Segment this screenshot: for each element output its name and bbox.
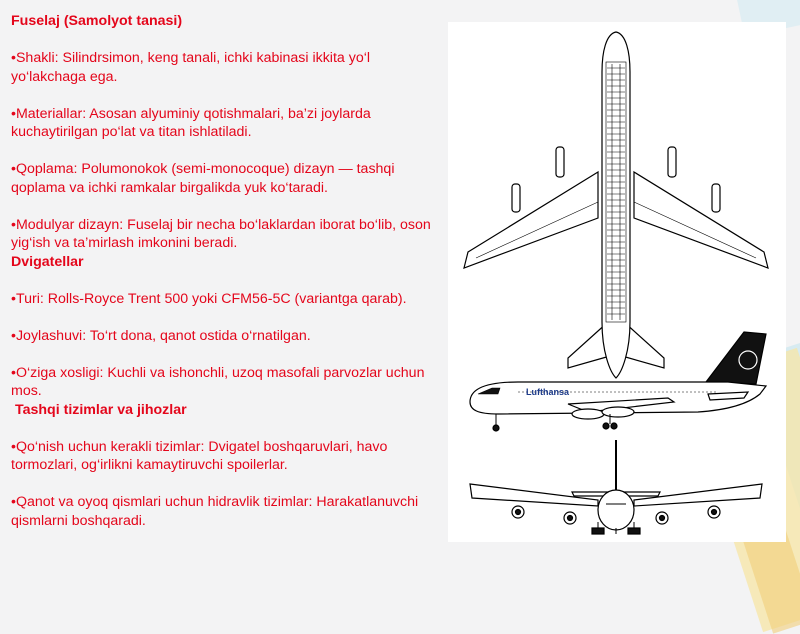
- aircraft-drawing: [448, 22, 786, 542]
- section-heading-engines: Dvigatellar: [11, 253, 84, 270]
- aircraft-top-view: [464, 32, 768, 378]
- text-column: [11, 12, 441, 530]
- bullet-fuselage-skin: •Qoplama: Polumonokok (semi-monocoque) dizayn — tashqi qoplama va ichki ramkalar birgalikda yuk ko‘taradi.: [11, 161, 395, 196]
- bullet-fuselage-shape: •Shakli: Silindrsimon, keng tanali, ichki kabinasi ikkita yo‘l yo‘lakchaga ega.: [11, 50, 371, 85]
- section-heading-systems: Tashqi tizimlar va jihozlar: [15, 401, 187, 418]
- aircraft-drawing-panel: [448, 22, 786, 542]
- bullet-engines-location: •Joylashuvi: To‘rt dona, qanot ostida o‘rnatilgan.: [11, 327, 311, 344]
- airline-wordmark: Lufthansa: [526, 387, 570, 397]
- bullet-systems-hydraulic: •Qanot va oyoq qismlari uchun hidravlik tizimlar: Harakatlanuvchi qismlarni boshqaradi.: [11, 494, 419, 529]
- bullet-engines-type: •Turi: Rolls-Royce Trent 500 yoki CFM56-5C (variantga qarab).: [11, 290, 407, 307]
- bullet-systems-landing: •Qo‘nish uchun kerakli tizimlar: Dvigatel boshqaruvlari, havo tormozlari, og‘irlikni kamaytiruvchi spoilerlar.: [11, 438, 388, 473]
- bullet-fuselage-modular: •Modulyar dizayn: Fuselaj bir necha bo‘laklardan iborat bo‘lib, oson yig‘ish va ta’mirlash imkonini beradi.: [11, 216, 431, 251]
- aircraft-front-view: [470, 440, 762, 534]
- bullet-engines-feature: •O‘ziga xosligi: Kuchli va ishonchli, uzoq masofali parvozlar uchun mos.: [11, 364, 425, 399]
- section-heading-fuselage: Fuselaj (Samolyot tanasi): [11, 13, 183, 29]
- bullet-fuselage-materials: •Materiallar: Asosan alyuminiy qotishmalari, ba’zi joylarda kuchaytirilgan po‘lat va titan ishlatiladi.: [11, 105, 371, 140]
